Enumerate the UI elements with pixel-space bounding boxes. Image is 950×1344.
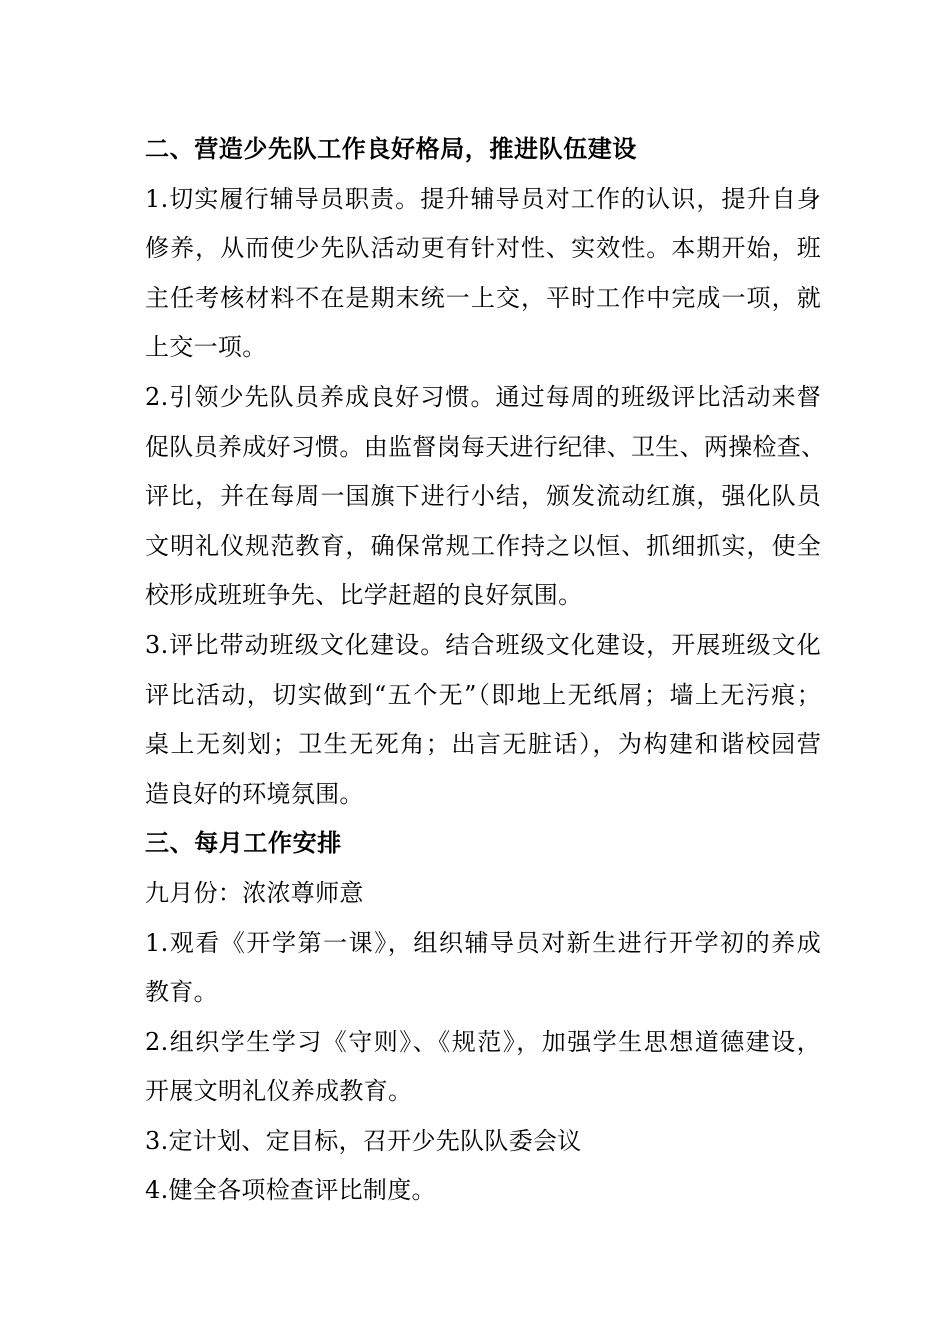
month-title: 九月份：浓浓尊师意 <box>145 878 364 907</box>
paragraph-line: 1.切实履行辅导员职责。提升辅导员对工作的认识，提升自身 <box>145 184 821 213</box>
paragraph-line: 3.评比带动班级文化建设。结合班级文化建设，开展班级文化 <box>145 630 821 659</box>
paragraph-2 <box>145 373 845 621</box>
paragraph-1 <box>145 175 845 373</box>
paragraph-line: 评比活动，切实做到“五个无”（即地上无纸屑；墙上无污痕； <box>145 680 821 709</box>
paragraph-line: 造良好的环境氛围。 <box>145 779 364 808</box>
list-item: 2.组织学生学习《守则》、《规范》，加强学生思想道德建设， <box>145 1027 821 1056</box>
list-item: 3.定计划、定目标，召开少先队队委会议 <box>145 1126 582 1155</box>
list-item: 4.健全各项检查评比制度。 <box>145 1176 436 1205</box>
list-item: 开展文明礼仪养成教育。 <box>145 1077 413 1106</box>
paragraph-line: 校形成班班争先、比学赶超的良好氛围。 <box>145 581 583 610</box>
document-page <box>145 125 845 1216</box>
september-list <box>145 919 845 1217</box>
paragraph-line: 2.引领少先队员养成良好习惯。通过每周的班级评比活动来督 <box>145 382 821 411</box>
list-item: 1.观看《开学第一课》，组织辅导员对新生进行开学初的养成 <box>145 928 821 957</box>
paragraph-line: 上交一项。 <box>145 333 267 362</box>
section-heading-2: 二、营造少先队工作良好格局，推进队伍建设 <box>145 135 637 163</box>
paragraph-3 <box>145 621 845 819</box>
paragraph-line: 评比，并在每周一国旗下进行小结，颁发流动红旗，强化队员 <box>145 482 821 511</box>
paragraph-line: 主任考核材料不在是期末统一上交，平时工作中完成一项，就 <box>145 283 821 312</box>
paragraph-line: 桌上无刻划；卫生无死角；出言无脏话），为构建和谐校园营 <box>145 730 821 759</box>
section-heading-3: 三、每月工作安排 <box>145 829 342 858</box>
paragraph-line: 修养，从而使少先队活动更有针对性、实效性。本期开始，班 <box>145 234 821 263</box>
paragraph-line: 文明礼仪规范教育，确保常规工作持之以恒、抓细抓实，使全 <box>145 531 821 560</box>
paragraph-line: 促队员养成好习惯。由监督岗每天进行纪律、卫生、两操检查、 <box>145 432 826 461</box>
list-item: 教育。 <box>145 978 218 1007</box>
